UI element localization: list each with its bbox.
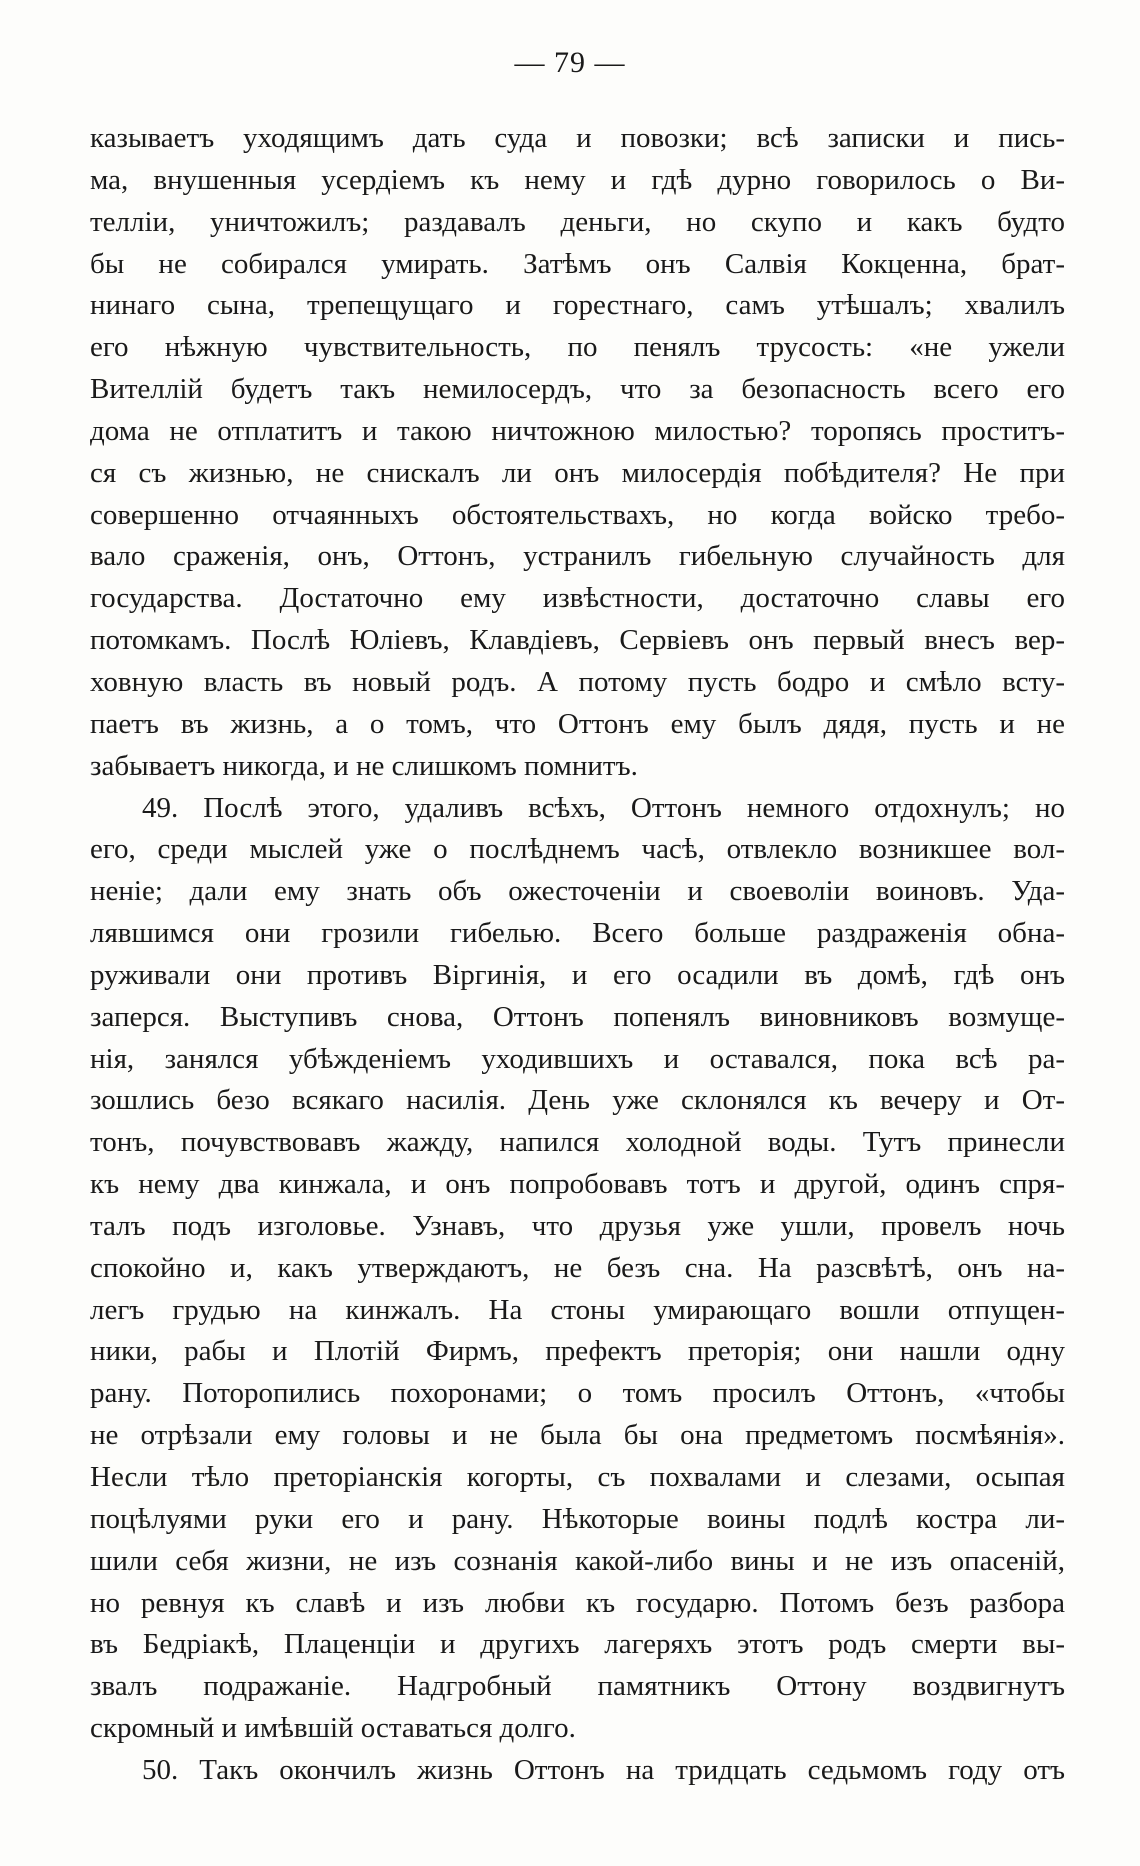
text-line: его, среди мыслей уже о послѣднемъ часѣ, отвлекло возникшее вол- bbox=[90, 833, 1065, 866]
text-line: его нѣжную чувствительность, по пенялъ трусость: «не ужели bbox=[90, 331, 1065, 364]
text-line: ники, рабы и Плотій Фирмъ, префектъ преторія; они нашли одну bbox=[90, 1335, 1065, 1368]
text-line: тонъ, почувствовавъ жажду, напился холодной воды. Тутъ принесли bbox=[90, 1126, 1065, 1159]
text-line: скромный и имѣвшій оставаться долго. bbox=[90, 1712, 576, 1745]
text-line: казываетъ уходящимъ дать суда и повозки; всѣ записки и пись- bbox=[90, 122, 1065, 154]
text-line: неніе; дали ему знать объ ожесточеніи и своеволіи воиновъ. Уда- bbox=[90, 875, 1065, 908]
text-line: 50. Такъ окончилъ жизнь Оттонъ на тридцать седьмомъ году отъ bbox=[142, 1753, 1065, 1786]
body-text bbox=[90, 118, 1065, 1792]
text-line: бы не собирался умирать. Затѣмъ онъ Салвія Кокценна, брат- bbox=[90, 247, 1065, 280]
text-line: Несли тѣло преторіанскія когорты, съ похвалами и слезами, осыпая bbox=[90, 1461, 1065, 1493]
text-line: не отрѣзали ему головы и не была бы она предметомъ посмѣянія». bbox=[90, 1419, 1065, 1452]
text-line: ховную власть въ новый родъ. А потому пусть бодро и смѣло всту- bbox=[90, 665, 1065, 698]
text-line: но ревнуя къ славѣ и изъ любви къ государю. Потомъ безъ разбора bbox=[90, 1586, 1065, 1619]
text-line: въ Бедріакѣ, Плаценціи и другихъ лагеряхъ этотъ родъ смерти вы- bbox=[90, 1628, 1065, 1661]
text-line: къ нему два кинжала, и онъ попробовавъ тотъ и другой, одинъ спря- bbox=[90, 1168, 1065, 1201]
page-number: — 79 — bbox=[514, 46, 626, 79]
text-line: телліи, уничтожилъ; раздавалъ деньги, но скупо и какъ будто bbox=[90, 205, 1065, 238]
text-line: Вителлій будетъ такъ немилосердъ, что за безопасность всего его bbox=[90, 373, 1065, 406]
text-line: потомкамъ. Послѣ Юліевъ, Клавдіевъ, Сервіевъ онъ первый внесъ вер- bbox=[90, 624, 1065, 657]
text-line: рану. Поторопились похоронами; о томъ просилъ Оттонъ, «чтобы bbox=[90, 1377, 1065, 1410]
text-line: ся съ жизнью, не снискалъ ли онъ милосердія побѣдителя? Не при bbox=[90, 456, 1065, 489]
text-line: нинаго сына, трепещущаго и горестнаго, самъ утѣшалъ; хвалилъ bbox=[90, 289, 1065, 322]
text-line: нія, занялся убѣжденіемъ уходившихъ и оставался, пока всѣ ра- bbox=[90, 1042, 1065, 1075]
text-line: заперся. Выступивъ снова, Оттонъ попенялъ виновниковъ возмуще- bbox=[90, 1000, 1065, 1033]
text-line: забываетъ никогда, и не слишкомъ помнитъ. bbox=[90, 749, 638, 782]
text-line: совершенно отчаянныхъ обстоятельствахъ, но когда войско требо- bbox=[90, 498, 1065, 531]
text-line: поцѣлуями руки его и рану. Нѣкоторые воины подлѣ костра ли- bbox=[90, 1502, 1065, 1535]
text-line: спокойно и, какъ утверждаютъ, не безъ сна. На разсвѣтѣ, онъ на- bbox=[90, 1251, 1065, 1284]
text-line: руживали они противъ Віргинія, и его осадили въ домѣ, гдѣ онъ bbox=[90, 958, 1065, 991]
text-line: ма, внушенныя усердіемъ къ нему и гдѣ дурно говорилось о Ви- bbox=[90, 163, 1065, 196]
text-line: лявшимся они грозили гибелью. Всего больше раздраженія обна- bbox=[90, 917, 1065, 950]
text-line: легъ грудью на кинжалъ. На стоны умирающаго вошли отпущен- bbox=[90, 1293, 1065, 1326]
text-line: государства. Достаточно ему извѣстности, достаточно славы его bbox=[90, 582, 1065, 615]
text-line: шили себя жизни, не изъ сознанія какой-либо вины и не изъ опасеній, bbox=[90, 1544, 1065, 1577]
text-line: паетъ въ жизнь, а о томъ, что Оттонъ ему былъ дядя, пусть и не bbox=[90, 707, 1065, 740]
text-line: дома не отплатитъ и такою ничтожною милостью? торопясь проститъ- bbox=[90, 414, 1065, 447]
text-line: 49. Послѣ этого, удаливъ всѣхъ, Оттонъ немного отдохнулъ; но bbox=[142, 791, 1065, 824]
text-line: вало сраженія, онъ, Оттонъ, устранилъ гибельную случайность для bbox=[90, 540, 1065, 573]
text-line: талъ подъ изголовье. Узнавъ, что друзья уже ушли, провелъ ночь bbox=[90, 1209, 1065, 1242]
text-line: звалъ подражаніе. Надгробный памятникъ Оттону воздвигнутъ bbox=[90, 1670, 1065, 1703]
text-line: зошлись безо всякаго насилія. День уже склонялся къ вечеру и От- bbox=[90, 1084, 1065, 1117]
